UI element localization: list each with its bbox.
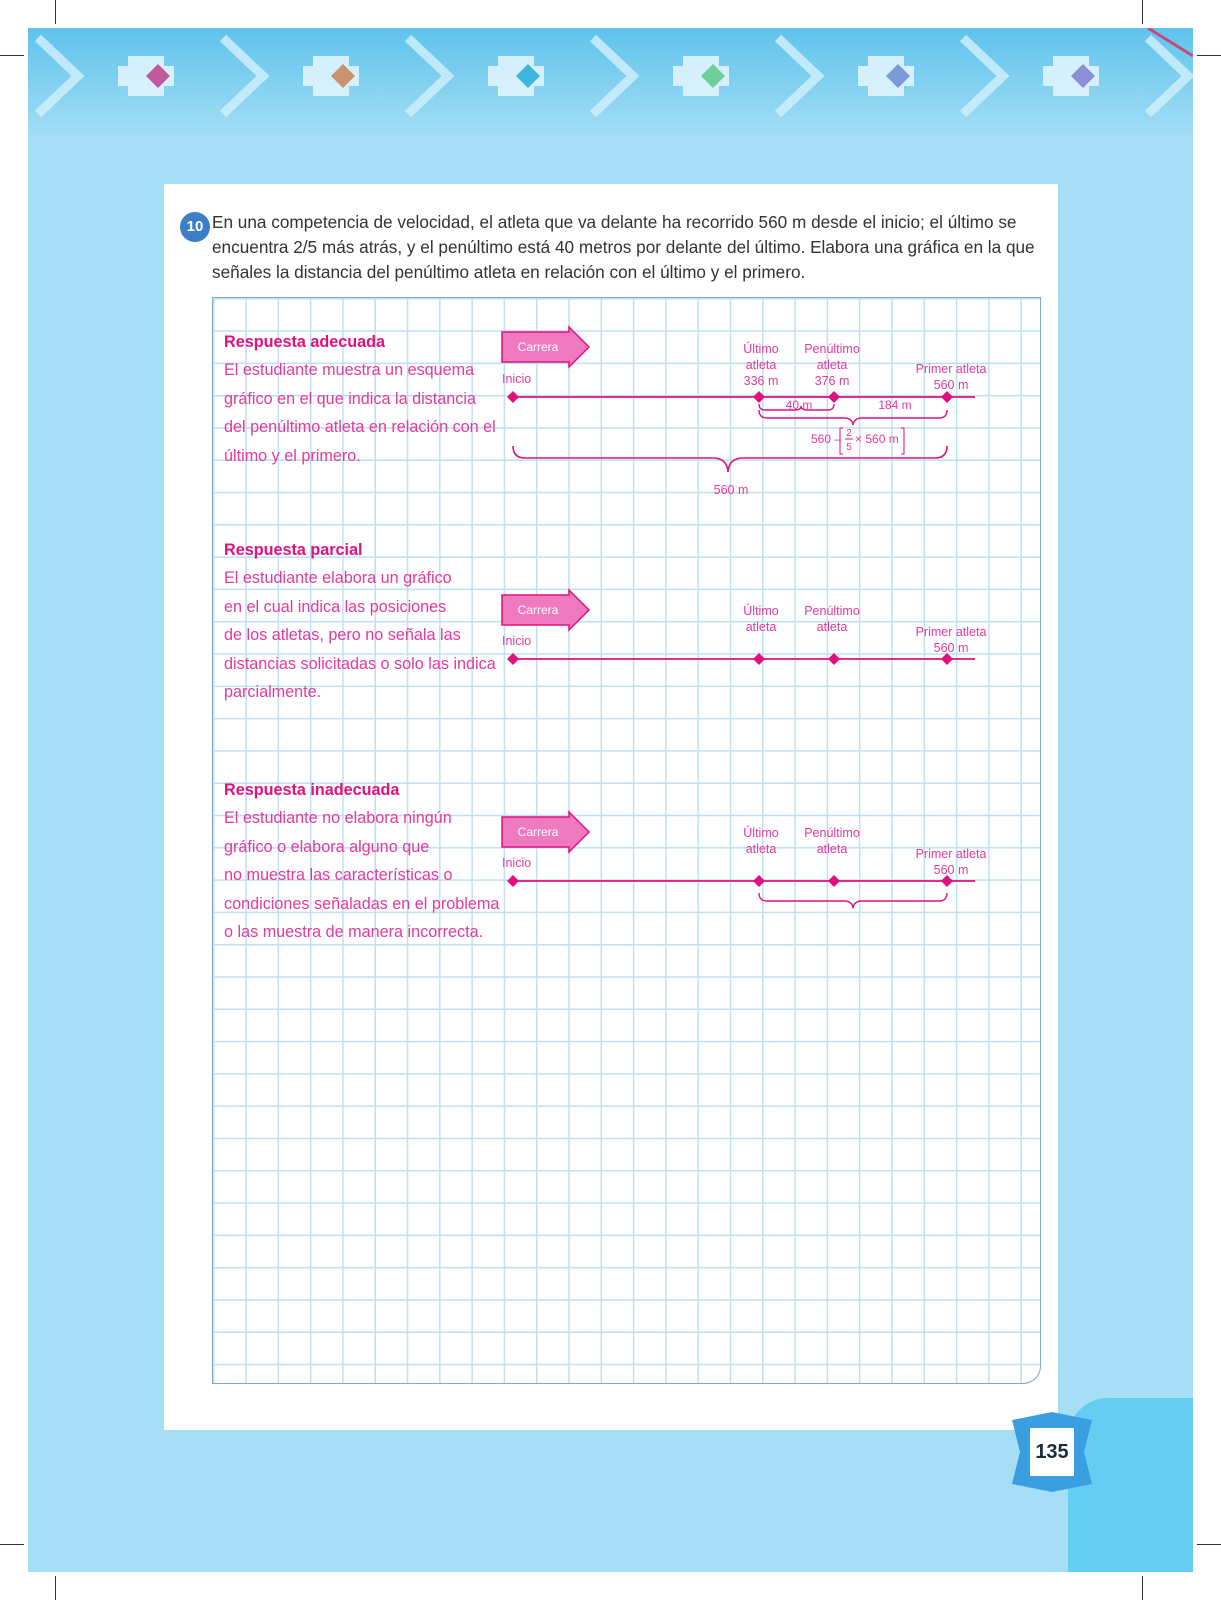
crop-mark <box>0 1544 24 1545</box>
rubric-line: gráfico en el que indica la distancia <box>224 389 476 408</box>
rubric-title: Respuesta inadecuada <box>224 781 400 799</box>
last-athlete-distance: 336 m <box>743 374 779 388</box>
second-last-athlete-marker <box>828 653 840 665</box>
brace-total <box>513 446 947 472</box>
brace-remaining <box>759 893 947 908</box>
first-athlete-distance: 560 m <box>933 378 969 392</box>
second-last-athlete-label: Penúltimo <box>804 826 860 840</box>
rubric-line: parcialmente. <box>224 683 322 702</box>
decorative-header-band <box>28 28 1193 138</box>
start-label: Inicio <box>502 372 532 386</box>
race-arrow-label: Carrera <box>517 340 559 354</box>
rubric-line: no muestra las características o <box>224 866 453 885</box>
formula-suffix: × 560 m <box>855 432 899 446</box>
second-last-athlete-distance: 376 m <box>814 374 850 388</box>
crop-mark <box>55 1576 56 1600</box>
last-athlete-label: atleta <box>745 620 777 634</box>
first-athlete-marker <box>941 391 953 403</box>
first-athlete-label: Primer atleta <box>915 847 987 861</box>
race-arrow-label: Carrera <box>517 603 559 617</box>
first-athlete-label: Primer atleta <box>915 362 987 376</box>
page-sheet <box>28 28 1193 1572</box>
question-block <box>180 210 1040 285</box>
start-label: Inicio <box>502 856 532 870</box>
first-athlete-label: Primer atleta <box>915 625 987 639</box>
rubric-line: gráfico o elabora alguno que <box>224 837 430 856</box>
diagram-partial <box>502 590 986 665</box>
total-distance-label: 560 m <box>713 483 749 497</box>
last-athlete-marker <box>753 875 765 887</box>
race-diagrams <box>213 298 1040 998</box>
second-last-athlete-label: atleta <box>816 620 848 634</box>
page-number: 135 <box>1035 1441 1069 1463</box>
second-last-athlete-label: Penúltimo <box>804 604 860 618</box>
crop-mark <box>1142 0 1143 24</box>
last-athlete-label: atleta <box>745 842 777 856</box>
second-last-athlete-marker <box>828 391 840 403</box>
last-athlete-marker <box>753 653 765 665</box>
formula-bracket-right <box>901 428 904 454</box>
gap-184-label: 184 m <box>878 398 912 412</box>
rubric-title: Respuesta parcial <box>224 541 363 559</box>
rubric-line: de los atletas, pero no señala las <box>224 626 461 645</box>
formula-prefix: 560 – <box>811 432 842 446</box>
formula-denominator: 5 <box>846 442 852 453</box>
start-marker <box>507 875 519 887</box>
crop-mark <box>1197 55 1221 56</box>
start-label: Inicio <box>502 634 532 648</box>
start-marker <box>507 653 519 665</box>
second-last-athlete-marker <box>828 875 840 887</box>
rubric-line: en el cual indica las posiciones <box>224 597 447 616</box>
rubric-title: Respuesta adecuada <box>224 333 386 351</box>
rubric-line: condiciones señaladas en el problema <box>224 894 500 913</box>
last-athlete-marker <box>753 391 765 403</box>
race-arrow-label: Carrera <box>517 825 559 839</box>
start-marker <box>507 391 519 403</box>
rubric-line: o las muestra de manera incorrecta. <box>224 923 484 942</box>
formula-bracket-left <box>840 428 843 454</box>
brace-remaining <box>759 410 947 425</box>
question-number-badge: 10 <box>180 212 210 242</box>
diagram-inadequate <box>502 812 986 908</box>
second-last-athlete-label: Penúltimo <box>804 342 860 356</box>
worksheet-paper <box>164 184 1058 1430</box>
gap-40-label: 40 m <box>785 398 813 412</box>
rubric-line: último y el primero. <box>224 446 361 465</box>
diagram-adequate <box>502 327 986 497</box>
rubric-line: distancias solicitadas o solo las indica <box>224 654 496 673</box>
second-last-athlete-label: atleta <box>816 842 848 856</box>
crop-mark <box>1197 1544 1221 1545</box>
rubric-line: El estudiante no elabora ningún <box>224 809 452 828</box>
second-last-athlete-label: atleta <box>816 358 848 372</box>
grid-paper <box>212 297 1041 1384</box>
last-athlete-label: atleta <box>745 358 777 372</box>
first-athlete-distance: 560 m <box>933 863 969 877</box>
question-text: En una competencia de velocidad, el atleta que va delante ha recorrido 560 m desde el inicio; el último se encuentra 2/5 más atrás, y el penúltimo está 40 metros por delante del último. Elabora una gráfica en la que señales la distancia del penúltimo atleta en relación con el último y el primero. <box>212 212 1035 282</box>
rubric-line: del penúltimo atleta en relación con el <box>224 418 496 437</box>
crop-mark <box>55 0 56 24</box>
last-athlete-label: Último <box>743 604 779 618</box>
crop-mark <box>1142 1576 1143 1600</box>
formula-numerator: 2 <box>846 428 852 439</box>
first-athlete-distance: 560 m <box>933 641 969 655</box>
rubric-line: El estudiante elabora un gráfico <box>224 569 452 588</box>
rubric-line: El estudiante muestra un esquema <box>224 361 475 380</box>
crop-mark <box>0 55 24 56</box>
last-athlete-label: Último <box>743 826 779 840</box>
last-athlete-label: Último <box>743 342 779 356</box>
